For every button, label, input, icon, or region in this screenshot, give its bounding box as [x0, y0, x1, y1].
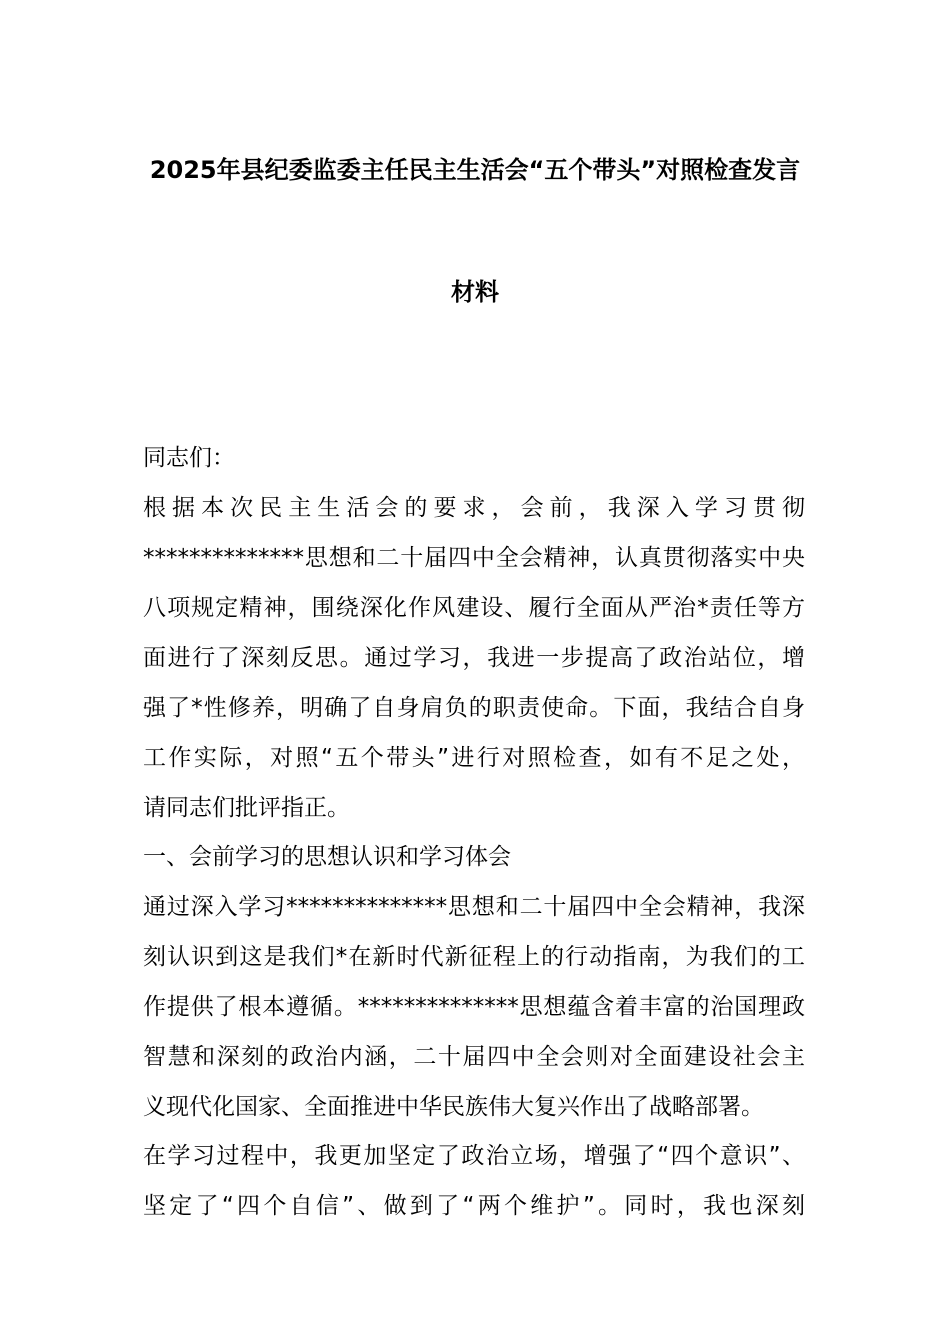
body-line: 工作实际，对照“五个带头”进行对照检查，如有不足之处， [143, 745, 805, 771]
document-title-line-1: 2025年县纪委监委主任民主生活会“五个带头”对照检查发言 [149, 156, 801, 184]
body-line: 八项规定精神，围绕深化作风建设、履行全面从严治*责任等方 [143, 595, 805, 621]
body-line: **************思想和二十届四中全会精神，认真贯彻落实中央 [143, 545, 805, 571]
body-line: 义现代化国家、全面推进中华民族伟大复兴作出了战略部署。 [143, 1094, 764, 1120]
body-line: 刻认识到这是我们*在新时代新征程上的行动指南，为我们的工 [143, 944, 805, 970]
body-line: 根据本次民主生活会的要求，会前，我深入学习贯彻 [143, 495, 805, 521]
body-line: 面进行了深刻反思。通过学习，我进一步提高了政治站位，增 [143, 645, 805, 671]
section-heading: 一、会前学习的思想认识和学习体会 [143, 844, 511, 870]
body-line: 强了*性修养，明确了自身肩负的职责使命。下面，我结合自身 [143, 695, 805, 721]
body-line: 智慧和深刻的政治内涵，二十届四中全会则对全面建设社会主 [143, 1044, 805, 1070]
body-line: 请同志们批评指正。 [143, 795, 350, 821]
body-line: 坚定了“四个自信”、做到了“两个维护”。同时，我也深刻 [143, 1193, 805, 1219]
body-line: 在学习过程中，我更加坚定了政治立场，增强了“四个意识”、 [143, 1143, 805, 1169]
salutation: 同志们： [143, 445, 235, 471]
body-line: 作提供了根本遵循。**************思想蕴含着丰富的治国理政 [143, 994, 805, 1020]
body-line: 通过深入学习**************思想和二十届四中全会精神，我深 [143, 894, 805, 920]
document-title-line-2: 材料 [451, 278, 499, 306]
